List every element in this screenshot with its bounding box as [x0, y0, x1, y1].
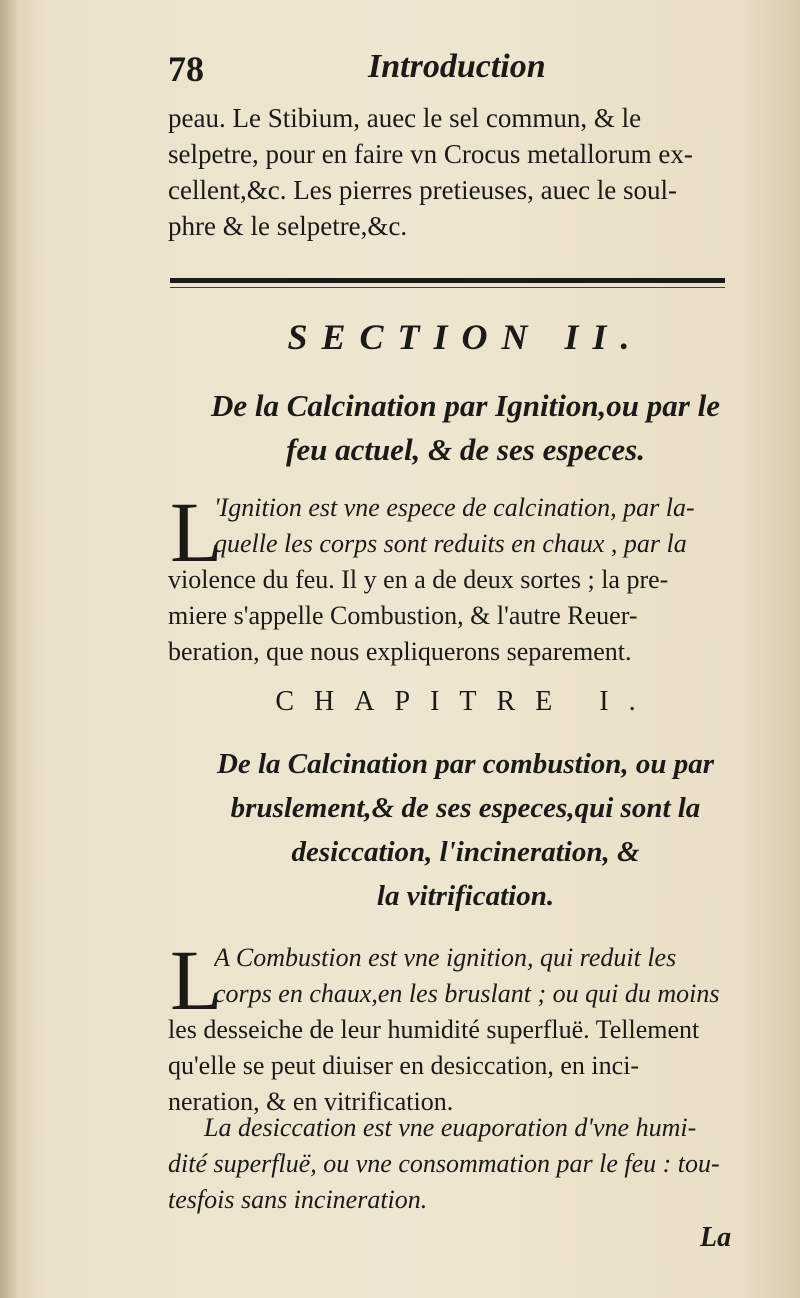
text-line: tesfois sans incineration.	[168, 1185, 428, 1214]
chapter-dropcap: L	[170, 932, 223, 1028]
text-line: peau. Le Stibium, auec le sel commun, & le	[168, 103, 642, 133]
text-line: 'Ignition est vne espece de calcination, par la-	[214, 493, 695, 522]
text-line: cellent,&c. Les pierres pretieuses, auec le soul-	[168, 175, 678, 205]
text-line: les desseiche de leur humidité superfluë. Tellement	[168, 1015, 700, 1044]
section-divider-thin	[170, 287, 725, 288]
text-line: quelle les corps sont reduits en chaux , par la	[214, 529, 687, 558]
text-line: violence du feu. Il y en a de deux sortes ; la pre-	[168, 565, 669, 594]
text-line: dité superfluë, ou vne consommation par le feu : tou-	[168, 1149, 720, 1178]
catchword: La	[700, 1222, 732, 1253]
text-line: corps en chaux,en les bruslant ; ou qui du moins	[214, 979, 720, 1008]
page-edge-shadow	[0, 0, 18, 1298]
text-line: neration, & en vitrification.	[168, 1087, 454, 1116]
section-dropcap: L	[170, 484, 223, 580]
running-head	[168, 48, 758, 92]
text-line: miere s'appelle Combustion, & l'autre Reuer-	[168, 601, 638, 630]
heading-line: De la Calcination par combustion, ou par	[216, 748, 715, 780]
chapter-title: CHAPITRE I.	[275, 686, 656, 717]
heading-line: desiccation, l'incineration, &	[291, 836, 640, 868]
section-divider	[170, 278, 725, 283]
heading-line: bruslement,& de ses especes,qui sont la	[230, 792, 701, 824]
section-paragraph-head	[214, 490, 764, 562]
section-heading	[168, 384, 763, 472]
page-number: 78	[168, 49, 204, 89]
heading-line: feu actuel, & de ses especes.	[286, 432, 645, 467]
heading-line: la vitrification.	[376, 880, 555, 912]
heading-line: De la Calcination par Ignition,ou par le	[210, 388, 720, 423]
chapter-paragraph-2	[168, 1110, 763, 1218]
text-line: qu'elle se peut diuiser en desiccation, en inci-	[168, 1051, 640, 1080]
text-line: selpetre, pour en faire vn Crocus metallorum ex-	[168, 139, 693, 169]
chapter-paragraph-body	[168, 1012, 763, 1120]
text-line: phre & le selpetre,&c.	[168, 211, 408, 241]
text-line: A Combustion est vne ignition, qui reduit les	[214, 943, 677, 972]
running-title: Introduction	[368, 48, 546, 85]
section-title: SECTION II.	[287, 317, 644, 357]
top-paragraph	[168, 100, 763, 244]
text-line: beration, que nous expliquerons separement.	[168, 637, 632, 666]
text-line: La desiccation est vne euaporation d'vne humi-	[204, 1113, 697, 1142]
section-paragraph-body	[168, 562, 763, 670]
chapter-paragraph-head	[214, 940, 764, 1012]
chapter-heading	[168, 742, 763, 918]
